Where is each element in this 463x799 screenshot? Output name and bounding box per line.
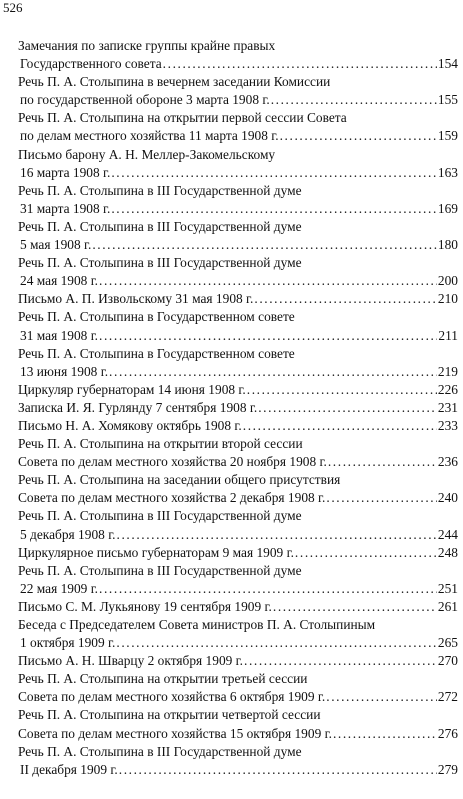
toc-entry-single-line (18, 544, 458, 562)
toc-entry-title-line (18, 507, 458, 525)
toc-entry-page: 270 (437, 653, 458, 669)
toc-entry-title-end: 22 мая 1909 г. (20, 580, 99, 596)
dot-leader (109, 363, 437, 381)
toc-entry-title: Речь П. А. Столыпина в III Государственной думе (18, 255, 302, 271)
toc-entry-title-line (18, 562, 458, 580)
toc-entry-last-line (18, 363, 458, 381)
toc-entry-last-line (18, 327, 458, 345)
toc-entry-title: Речь П. А. Столыпина на открытии второй сессии (18, 436, 303, 452)
toc-entry-title: Письмо А. Н. Шварцу 2 октября 1909 г. (18, 653, 244, 669)
toc-entry-title: Беседа с Председателем Совета министров П. А. Столыпиным (18, 617, 376, 632)
toc-entry (18, 616, 458, 652)
toc-entry-title: Письмо Н. А. Хомякову октябрь 1908 г. (18, 417, 242, 433)
toc-entry-title: Письмо барону А. Н. Меллер-Закомельскому (18, 146, 276, 162)
toc-entry-single-line (18, 290, 458, 308)
toc-entry (18, 562, 458, 598)
dot-leader (92, 236, 437, 254)
dot-leader (326, 489, 437, 507)
toc-entry-title: Письмо А. П. Извольскому 31 мая 1908 г. (18, 291, 254, 307)
toc-entry (18, 290, 458, 308)
toc-entry-title: Речь П. А. Столыпина в вечернем заседании Комиссии (18, 74, 331, 90)
toc-entry (18, 73, 458, 109)
toc-entry (18, 743, 458, 779)
toc-entry-title-end: Совета по делам местного хозяйства 20 ноября 1908 г. (18, 454, 327, 470)
toc-entry-last-line (18, 453, 458, 471)
toc-entry-last-line (18, 526, 458, 544)
toc-entry-title-end: Совета по делам местного хозяйства 6 октября 1909 г. (18, 689, 326, 705)
toc-entry-last-line (18, 200, 458, 218)
toc-entry (18, 652, 458, 670)
toc-entry-title: Циркулярное письмо губернаторам 9 мая 1909 г. (18, 544, 294, 560)
dot-leader (99, 272, 437, 290)
toc-entry-title-end: II декабря 1909 г. (20, 761, 118, 777)
toc-entry-page: 163 (437, 164, 458, 180)
toc-entry-title: Письмо С. М. Лукьянову 19 сентября 1909 г. (18, 598, 272, 614)
toc-entry-title: Речь П. А. Столыпина на открытии третьей сессии (18, 671, 308, 687)
toc-entry-title-line (18, 182, 458, 200)
toc-entry-page: 261 (437, 598, 458, 614)
dot-leader (111, 164, 437, 182)
toc-entry (18, 670, 458, 706)
toc-entry-last-line (18, 761, 458, 779)
toc-entry-last-line (18, 164, 458, 182)
toc-entry-title-end: 24 мая 1908 г. (20, 273, 99, 289)
toc-entry-page: 211 (438, 327, 458, 343)
toc-entry-page: 248 (437, 544, 458, 560)
toc-entry-last-line (18, 580, 458, 598)
toc-entry-page: 251 (437, 580, 458, 596)
toc-entry-title: Речь П. А. Столыпина в Государственном совете (18, 309, 295, 325)
dot-leader (244, 652, 437, 670)
toc-entry-single-line (18, 598, 458, 616)
toc-entry-page: 154 (437, 56, 458, 72)
toc-entry-title-end: по государственной обороне 3 марта 1908 г. (20, 92, 270, 108)
toc-entry-title-line (18, 471, 458, 489)
dot-leader (273, 598, 437, 616)
toc-entry-title-end: Совета по делам местного хозяйства 2 декабря 1908 г. (18, 490, 326, 506)
toc-entry-page: 240 (437, 490, 458, 506)
toc-entry-title-line (18, 616, 458, 634)
toc-entry (18, 218, 458, 254)
toc-entry-page: 233 (437, 417, 458, 433)
toc-entry-title-line (18, 37, 458, 55)
toc-entry-title-end: 31 мая 1908 г. (20, 327, 99, 343)
dot-leader (247, 381, 437, 399)
toc-entry-title-line (18, 73, 458, 91)
toc-entry-page: 236 (437, 454, 458, 470)
dot-leader (99, 580, 437, 598)
toc-entry-title-line (18, 308, 458, 326)
toc-entry (18, 435, 458, 471)
toc-entry-last-line (18, 688, 458, 706)
dot-leader (117, 526, 437, 544)
toc-entry-last-line (18, 272, 458, 290)
dot-leader (116, 634, 437, 652)
dot-leader (111, 200, 437, 218)
toc-entry-title-line (18, 345, 458, 363)
toc-entry (18, 507, 458, 543)
toc-entry-title-line (18, 743, 458, 761)
toc-entry-last-line (18, 489, 458, 507)
toc-entry-page: 244 (437, 526, 458, 542)
toc-entry-page: 169 (437, 200, 458, 216)
toc-entry-last-line (18, 55, 458, 73)
toc-entry-title-end: Совета по делам местного хозяйства 15 октября 1909 г. (18, 725, 332, 741)
dot-leader (163, 55, 437, 73)
toc-entry-title: Речь П. А. Столыпина в III Государственной думе (18, 562, 302, 578)
toc-entry (18, 417, 458, 435)
toc-entry-page: 279 (437, 761, 458, 777)
toc-entry-title-line (18, 109, 458, 127)
toc-entry-single-line (18, 417, 458, 435)
toc-entry-title-end: 5 декабря 1908 г. (20, 526, 116, 542)
dot-leader (254, 290, 437, 308)
toc-entry-title-line (18, 218, 458, 236)
toc-entry-last-line (18, 236, 458, 254)
toc-entry (18, 706, 458, 742)
toc-entry-title: Речь П. А. Столыпина в Государственном совете (18, 345, 295, 361)
toc-entry-last-line (18, 127, 458, 145)
toc-entry-page: 210 (437, 291, 458, 307)
toc-entry (18, 254, 458, 290)
toc-entry-title: Речь П. А. Столыпина в III Государственной думе (18, 508, 302, 524)
toc-entry-last-line (18, 91, 458, 109)
toc-entry-title: Речь П. А. Столыпина на открытии четвертой сессии (18, 707, 321, 723)
dot-leader (243, 417, 437, 435)
toc-entry-title-end: 16 марта 1908 г. (20, 164, 111, 180)
toc-entry (18, 308, 458, 344)
dot-leader (271, 91, 437, 109)
toc-entry-page: 231 (437, 399, 458, 415)
toc-entry (18, 598, 458, 616)
toc-entry-title: Записка И. Я. Гурлянду 7 сентября 1908 г. (18, 399, 258, 415)
dot-leader (99, 327, 437, 345)
toc-entry-title: Замечания по записке группы крайне правых (18, 38, 276, 53)
toc-entry-title-line (18, 254, 458, 272)
toc-entry-page: 226 (437, 381, 458, 397)
toc-entry-title-end: 1 октября 1909 г. (20, 635, 116, 651)
dot-leader (119, 761, 437, 779)
toc-entry-title-line (18, 670, 458, 688)
dot-leader (280, 127, 437, 145)
toc-entry-title: Речь П. А. Столыпина в III Государственной думе (18, 182, 302, 198)
toc-entry-title-line (18, 146, 458, 164)
dot-leader (326, 688, 437, 706)
toc-entry-title: Речь П. А. Столыпина на открытии первой сессии Совета (18, 110, 347, 126)
dot-leader (328, 453, 437, 471)
toc-entry-title-line (18, 435, 458, 453)
toc-entry-last-line (18, 634, 458, 652)
toc-entry-single-line (18, 652, 458, 670)
page-number: 526 (3, 0, 23, 15)
dot-leader (258, 399, 437, 417)
toc-entry (18, 146, 458, 182)
toc-entry-page: 155 (437, 92, 458, 108)
toc-entry (18, 399, 458, 417)
toc-entry-title-end: Государственного совета (20, 56, 162, 72)
toc-entry-title-end: по делам местного хозяйства 11 марта 1908 г. (20, 128, 279, 144)
toc-entry-title: Циркуляр губернаторам 14 июня 1908 г. (18, 381, 246, 397)
toc-entry (18, 544, 458, 562)
toc-entry-page: 200 (437, 273, 458, 289)
dot-leader (295, 544, 437, 562)
toc-entry-title: Речь П. А. Столыпина на заседании общего присутствия (18, 472, 341, 488)
toc-entry (18, 182, 458, 218)
table-of-contents (18, 37, 458, 779)
toc-entry-title: Речь П. А. Столыпина в III Государственной думе (18, 743, 302, 759)
toc-entry-page: 272 (437, 689, 458, 705)
toc-entry-last-line (18, 725, 458, 743)
toc-entry (18, 471, 458, 507)
toc-entry (18, 37, 458, 73)
toc-entry-page: 265 (437, 635, 458, 651)
toc-entry (18, 381, 458, 399)
toc-entry (18, 345, 458, 381)
toc-entry-title-end: 31 марта 1908 г. (20, 200, 111, 216)
toc-entry-single-line (18, 399, 458, 417)
toc-entry-page: 219 (437, 363, 458, 379)
toc-entry-single-line (18, 381, 458, 399)
toc-entry (18, 109, 458, 145)
toc-entry-title-end: 5 мая 1908 г. (20, 237, 92, 253)
toc-entry-title: Речь П. А. Столыпина в III Государственной думе (18, 218, 302, 234)
dot-leader (333, 725, 437, 743)
toc-entry-page: 159 (437, 128, 458, 144)
toc-entry-title-end: 13 июня 1908 г. (20, 363, 109, 379)
toc-entry-title-line (18, 706, 458, 724)
toc-entry-page: 276 (437, 725, 458, 741)
toc-entry-page: 180 (437, 237, 458, 253)
